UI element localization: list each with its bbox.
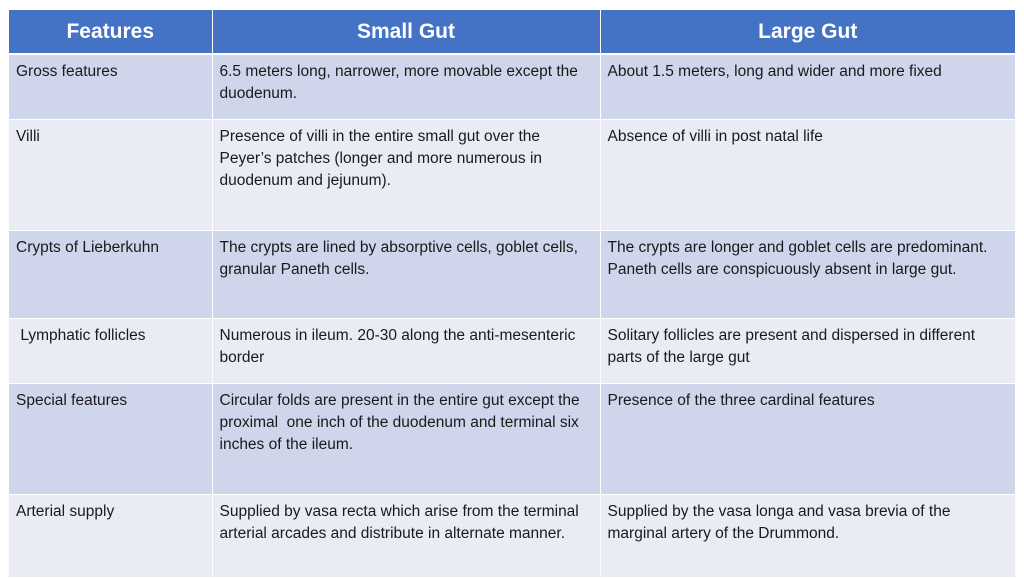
large-gut-cell: Supplied by the vasa longa and vasa brevia of the marginal artery of the Drummond.: [600, 495, 1015, 578]
small-gut-cell: Numerous in ileum. 20-30 along the anti-mesenteric border: [212, 319, 600, 384]
header-features: Features: [9, 10, 212, 54]
table-row: [9, 495, 1015, 578]
header-large-gut: Large Gut: [600, 10, 1015, 54]
feature-cell: Lymphatic follicles: [9, 319, 212, 384]
table-header-row: [9, 10, 1015, 54]
table-row: [9, 384, 1015, 495]
feature-cell: Arterial supply: [9, 495, 212, 578]
header-small-gut: Small Gut: [212, 10, 600, 54]
table-row: [9, 120, 1015, 231]
large-gut-cell: Solitary follicles are present and dispersed in different parts of the large gut: [600, 319, 1015, 384]
table-row: [9, 54, 1015, 120]
large-gut-cell: Absence of villi in post natal life: [600, 120, 1015, 231]
feature-cell: Special features: [9, 384, 212, 495]
table-row: [9, 231, 1015, 319]
small-gut-cell: Circular folds are present in the entire gut except the proximal one inch of the duodenum and terminal six inches of the ileum.: [212, 384, 600, 495]
small-gut-cell: Supplied by vasa recta which arise from the terminal arterial arcades and distribute in alternate manner.: [212, 495, 600, 578]
feature-cell: Villi: [9, 120, 212, 231]
comparison-table-container: [9, 10, 1015, 578]
small-gut-cell: 6.5 meters long, narrower, more movable except the duodenum.: [212, 54, 600, 120]
large-gut-cell: The crypts are longer and goblet cells are predominant. Paneth cells are conspicuously absent in large gut.: [600, 231, 1015, 319]
feature-cell: Gross features: [9, 54, 212, 120]
feature-cell: Crypts of Lieberkuhn: [9, 231, 212, 319]
table-row: [9, 319, 1015, 384]
large-gut-cell: About 1.5 meters, long and wider and more fixed: [600, 54, 1015, 120]
gut-comparison-table: [9, 10, 1015, 578]
small-gut-cell: Presence of villi in the entire small gut over the Peyer’s patches (longer and more numerous in duodenum and jejunum).: [212, 120, 600, 231]
large-gut-cell: Presence of the three cardinal features: [600, 384, 1015, 495]
small-gut-cell: The crypts are lined by absorptive cells, goblet cells, granular Paneth cells.: [212, 231, 600, 319]
